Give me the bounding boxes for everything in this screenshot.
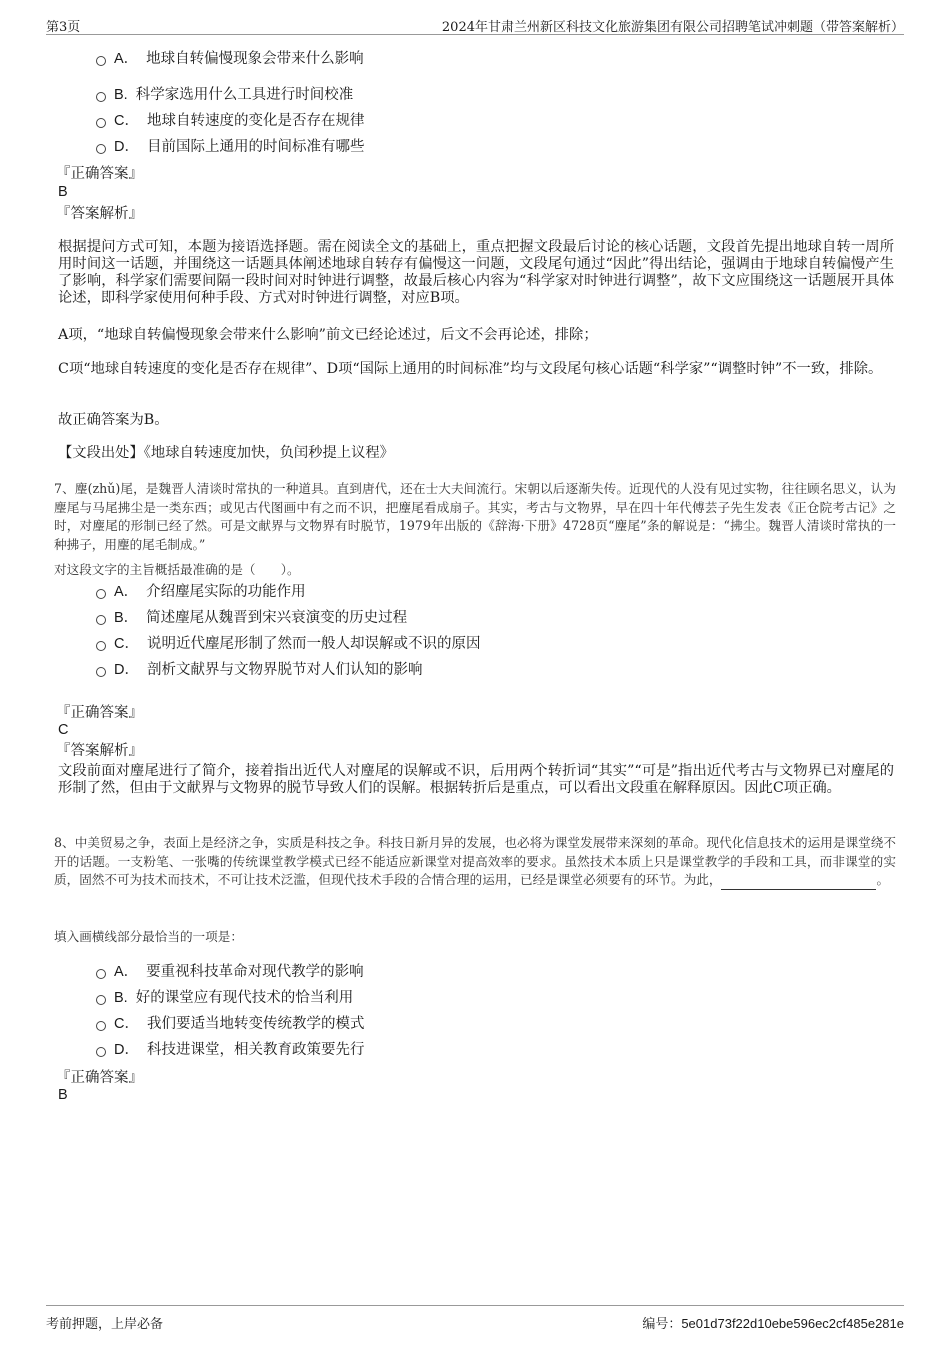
q8-option-d[interactable]: D． 科技进课堂，相关教育政策要先行: [96, 1040, 364, 1060]
footer-code: 编号：5e01d73f22d10ebe596ec2cf485e281e: [642, 1316, 904, 1332]
q7-option-b[interactable]: B． 简述麈尾从魏晋到宋兴衰演变的历史过程: [96, 608, 407, 628]
radio-icon[interactable]: [96, 641, 106, 651]
q8-answer-label: 『正确答案』: [56, 1070, 143, 1086]
fill-in-blank: [721, 875, 876, 890]
radio-icon[interactable]: [96, 118, 106, 128]
q6-analysis-label: 『答案解析』: [56, 206, 143, 222]
q8-stem: 8、中美贸易之争，表面上是经济之争，实质是科技之争。科技日新月异的发展，也必将为课堂发展带来深刻的革命。现代化信息技术的运用是课堂绕不开的话题。一支粉笔、一张嘴的传统课堂教学模式已经不能适应新课堂对提高效率的要求。虽然技术本质上只是课堂教学的手段和工具，而非课堂的实质，固然不可为技术而技术，不可让技术泛滥，但现代技术手段的合情合理的运用，已经是课堂必须要有的环节。为此， 。: [54, 834, 896, 890]
q7-analysis-label: 『答案解析』: [56, 743, 143, 759]
q6-analysis-p1: 根据提问方式可知，本题为接语选择题。需在阅读全文的基础上，重点把握文段最后讨论的核心话题，文段首先提出地球自转一周所用时间这一话题，并围绕这一话题具体阐述地球自转存有偏慢这一问题，文段尾句通过“因此”得出结论，强调由于地球自转偏慢产生了影响，科学家们需要间隔一段时间对时钟进行调整，故最后核心内容为“科学家对时钟进行调整”，故下文应围绕这一话题展开具体论述，即科学家使用何种手段、方式对时钟进行调整，对应B项。: [58, 239, 894, 306]
radio-icon[interactable]: [96, 92, 106, 102]
q7-option-d[interactable]: D． 剖析文献界与文物界脱节对人们认知的影响: [96, 660, 422, 680]
q8-option-b[interactable]: B. 好的课堂应有现代技术的恰当利用: [96, 988, 353, 1008]
q6-option-a[interactable]: A． 地球自转偏慢现象会带来什么影响: [96, 49, 364, 69]
q6-option-d[interactable]: D． 目前国际上通用的时间标准有哪些: [96, 137, 364, 157]
radio-icon[interactable]: [96, 995, 106, 1005]
footer-slogan: 考前押题，上岸必备: [46, 1317, 164, 1332]
q6-analysis-p4: 故正确答案为B。: [58, 412, 169, 428]
q6-analysis-p3: C项“地球自转速度的变化是否存在规律”、D项“国际上通用的时间标准”均与文段尾句核心话题“科学家”“调整时钟”不一致，排除。: [58, 361, 883, 377]
radio-icon[interactable]: [96, 1047, 106, 1057]
q8-option-c[interactable]: C． 我们要适当地转变传统教学的模式: [96, 1014, 364, 1034]
radio-icon[interactable]: [96, 1021, 106, 1031]
q6-option-c[interactable]: C． 地球自转速度的变化是否存在规律: [96, 111, 364, 131]
page-number: 第3页: [46, 20, 81, 35]
q6-option-b[interactable]: B. 科学家选用什么工具进行时间校准: [96, 85, 353, 105]
q7-option-c[interactable]: C． 说明近代麈尾形制了然而一般人却误解或不识的原因: [96, 634, 480, 654]
q8-option-a[interactable]: A． 要重视科技革命对现代教学的影响: [96, 962, 364, 982]
radio-icon[interactable]: [96, 969, 106, 979]
q6-source: 【文段出处】《地球自转速度加快，负闰秒提上议程》: [58, 445, 394, 461]
q7-stem: 7、麈(zhǔ)尾，是魏晋人清谈时常执的一种道具。直到唐代，还在士大夫间流行。宋朝以后逐渐失传。近现代的人没有见过实物，往往顾名思义，认为麈尾与马尾拂尘是一类东西；或见古代图画中有之而不识，把麈尾看成扇子。其实，考古与文物界，早在四十年代傅芸子先生发表《正仓院考古记》之时，对麈尾的形制已经了然。可是文献界与文物界有时脱节，1979年出版的《辞海·下册》4728页“麈尾”条的解说是：“拂尘。魏晋人清谈时常执的一种拂子，用麈的尾毛制成。”: [54, 481, 896, 552]
q7-question: 对这段文字的主旨概括最准确的是（ ）。: [54, 562, 300, 577]
page-header: [46, 14, 904, 35]
q7-analysis: 文段前面对麈尾进行了简介，接着指出近代人对麈尾的误解或不识，后用两个转折词“其实”“可是”指出近代考古与文物界已对麈尾的形制了然，但由于文献界与文物界的脱节导致人们的误解。根据转折后是重点，可以看出文段重在解释原因。因此C项正确。: [58, 763, 894, 796]
radio-icon[interactable]: [96, 667, 106, 677]
q6-answer-label: 『正确答案』: [56, 166, 143, 182]
radio-icon[interactable]: [96, 56, 106, 66]
q7-option-a[interactable]: A． 介绍麈尾实际的功能作用: [96, 582, 306, 602]
q6-answer: B: [58, 184, 68, 200]
radio-icon[interactable]: [96, 144, 106, 154]
radio-icon[interactable]: [96, 615, 106, 625]
document-title: 2024年甘肃兰州新区科技文化旅游集团有限公司招聘笔试冲刺题（带答案解析）: [441, 20, 904, 35]
page-footer: [46, 1305, 904, 1332]
radio-icon[interactable]: [96, 589, 106, 599]
q8-question: 填入画横线部分最恰当的一项是：: [54, 929, 243, 944]
q7-answer: C: [58, 722, 69, 738]
q6-analysis-p2: A项，“地球自转偏慢现象会带来什么影响”前文已经论述过，后文不会再论述，排除；: [58, 327, 598, 343]
q8-answer: B: [58, 1087, 68, 1103]
q7-answer-label: 『正确答案』: [56, 705, 143, 721]
